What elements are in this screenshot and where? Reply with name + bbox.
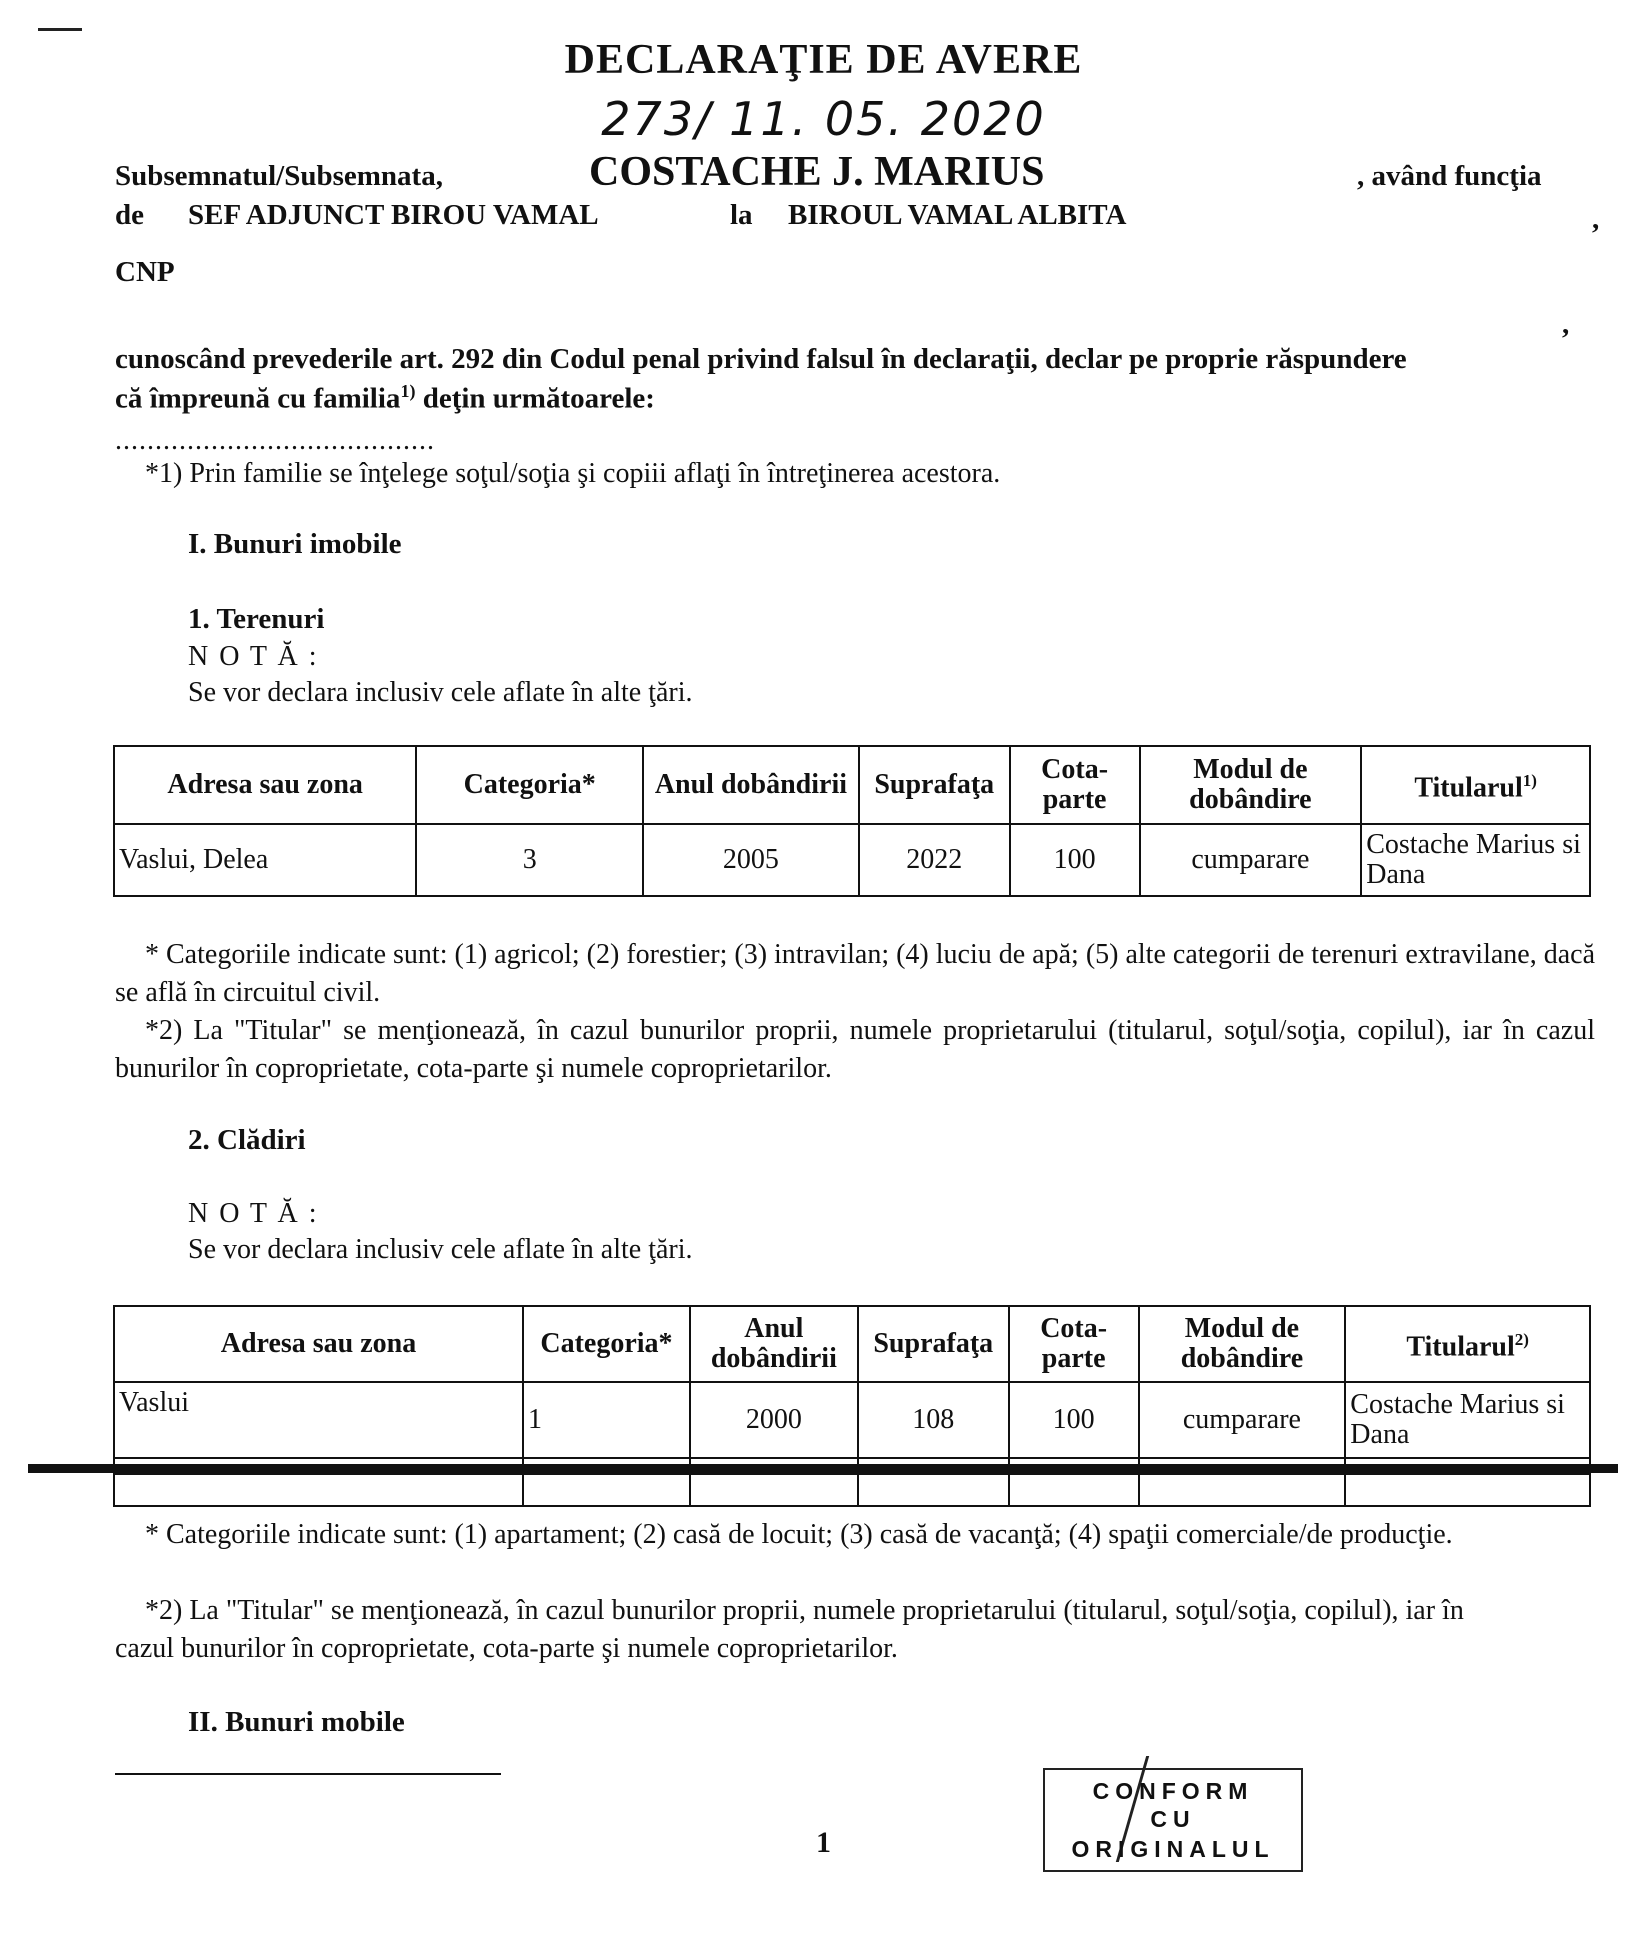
family-footnote: *1) Prin familie se înţelege soţul/soţia şi copiii aflaţi în întreţinerea acestora. bbox=[145, 458, 1001, 489]
table-row-empty bbox=[114, 1474, 1590, 1506]
intro-line-2: că împreună cu familia$^{1)}$ deţin următoarele: bbox=[115, 381, 655, 415]
header-area: Suprafaţa bbox=[858, 1306, 1009, 1382]
building-owner-note: *2) La "Titular" se menţionează, în cazul bunurilor proprii, numele proprietarului (titularul, soţul/soţia, copilul), iar în cazul bunurilor în coproprietate, cota-parte şi numele coproprietarilor. bbox=[115, 1595, 1464, 1664]
comma: , bbox=[1592, 203, 1600, 235]
header-area: Suprafaţa bbox=[859, 746, 1010, 824]
cell-area: 108 bbox=[858, 1382, 1009, 1458]
cnp-label: CNP bbox=[115, 256, 175, 288]
note-label-2: N O T Ă : bbox=[188, 1198, 319, 1229]
function-label: , având funcţia bbox=[1357, 160, 1542, 192]
header-owner: Titularul$^{1)}$ bbox=[1361, 746, 1590, 824]
header-owner: Titularul$^{2)}$ bbox=[1345, 1306, 1590, 1382]
document-title: DECLARAŢIE DE AVERE bbox=[564, 37, 1083, 83]
scan-rule-line bbox=[28, 1464, 1618, 1473]
cell-category: 3 bbox=[416, 824, 643, 896]
cell-area: 2022 bbox=[859, 824, 1010, 896]
note-text-2: Se vor declara inclusiv cele aflate în alte ţări. bbox=[188, 1234, 693, 1265]
subsection-buildings: 2. Clădiri bbox=[188, 1124, 306, 1156]
footnote-ref: 1) bbox=[400, 381, 416, 401]
page-number: 1 bbox=[816, 1826, 831, 1859]
land-table bbox=[113, 745, 1591, 897]
declarant-function: SEF ADJUNCT BIROU VAMAL bbox=[188, 199, 599, 231]
cell-year: 2000 bbox=[690, 1382, 858, 1458]
declarant-institution: BIROUL VAMAL ALBITA bbox=[788, 199, 1127, 231]
conformity-stamp: CONFORM CU ORIGINALUL bbox=[1043, 1768, 1303, 1872]
header-acquisition: Modul de dobândire bbox=[1140, 746, 1362, 824]
comma-2: , bbox=[1562, 308, 1570, 340]
header-year: Anul dobândirii bbox=[690, 1306, 858, 1382]
cell-category: 1 bbox=[523, 1382, 690, 1458]
cell-share: 100 bbox=[1010, 824, 1140, 896]
declarant-name: COSTACHE J. MARIUS bbox=[589, 149, 1045, 195]
registration-number: 273/ 11. 05. 2020 bbox=[601, 92, 1046, 146]
section-title-movable: II. Bunuri mobile bbox=[188, 1706, 405, 1738]
cell-share: 100 bbox=[1009, 1382, 1139, 1458]
header-acquisition: Modul de dobândire bbox=[1139, 1306, 1346, 1382]
header-share: Cota-parte bbox=[1010, 746, 1140, 824]
land-owner-note: *2) La "Titular" se menţionează, în cazul bunurilor proprii, numele proprietarului (titularul, soţul/soţia, copilul), iar în cazul bunurilor în coproprietate, cota-parte şi numele coproprietarilor. bbox=[115, 1015, 1595, 1084]
header-address: Adresa sau zona bbox=[114, 1306, 523, 1382]
table-header-row bbox=[114, 1306, 1590, 1382]
header-category: Categoria* bbox=[416, 746, 643, 824]
land-category-note: * Categoriile indicate sunt: (1) agricol; (2) forestier; (3) intravilan; (4) luciu de apă; (5) alte categorii de terenuri extravilane, dacă se află în circuitul civil. bbox=[115, 939, 1595, 1008]
la-label: la bbox=[730, 199, 753, 231]
subsection-land: 1. Terenuri bbox=[188, 603, 325, 635]
cell-address: Vaslui bbox=[114, 1382, 523, 1458]
cell-owner: Costache Marius si Dana bbox=[1345, 1382, 1590, 1458]
note-text: Se vor declara inclusiv cele aflate în alte ţări. bbox=[188, 677, 693, 708]
table-header-row bbox=[114, 746, 1590, 824]
intro-line-1: cunoscând prevederile art. 292 din Codul penal privind falsul în declaraţii, declar pe proprie răspundere bbox=[115, 343, 1407, 375]
header-share: Cota-parte bbox=[1009, 1306, 1139, 1382]
header-address: Adresa sau zona bbox=[114, 746, 416, 824]
note-label: N O T Ă : bbox=[188, 641, 319, 672]
table-row bbox=[114, 1382, 1590, 1458]
cell-year: 2005 bbox=[643, 824, 859, 896]
buildings-table bbox=[113, 1305, 1591, 1507]
corner-mark bbox=[38, 28, 82, 31]
cell-address: Vaslui, Delea bbox=[114, 824, 416, 896]
cell-owner: Costache Marius si Dana bbox=[1361, 824, 1590, 896]
section-title-immovable: I. Bunuri imobile bbox=[188, 528, 402, 560]
dotted-line: ........................................ bbox=[115, 425, 435, 456]
header-category: Categoria* bbox=[523, 1306, 690, 1382]
cell-acquisition: cumparare bbox=[1139, 1382, 1346, 1458]
declarant-prefix: Subsemnatul/Subsemnata, bbox=[115, 160, 443, 192]
table-row bbox=[114, 824, 1590, 896]
cell-acquisition: cumparare bbox=[1140, 824, 1362, 896]
de-label: de bbox=[115, 199, 144, 231]
building-category-note: * Categoriile indicate sunt: (1) apartament; (2) casă de locuit; (3) casă de vacanţă; (4) spaţii comerciale/de producţie. bbox=[145, 1519, 1453, 1550]
header-year: Anul dobândirii bbox=[643, 746, 859, 824]
footnote-rule bbox=[115, 1773, 501, 1775]
